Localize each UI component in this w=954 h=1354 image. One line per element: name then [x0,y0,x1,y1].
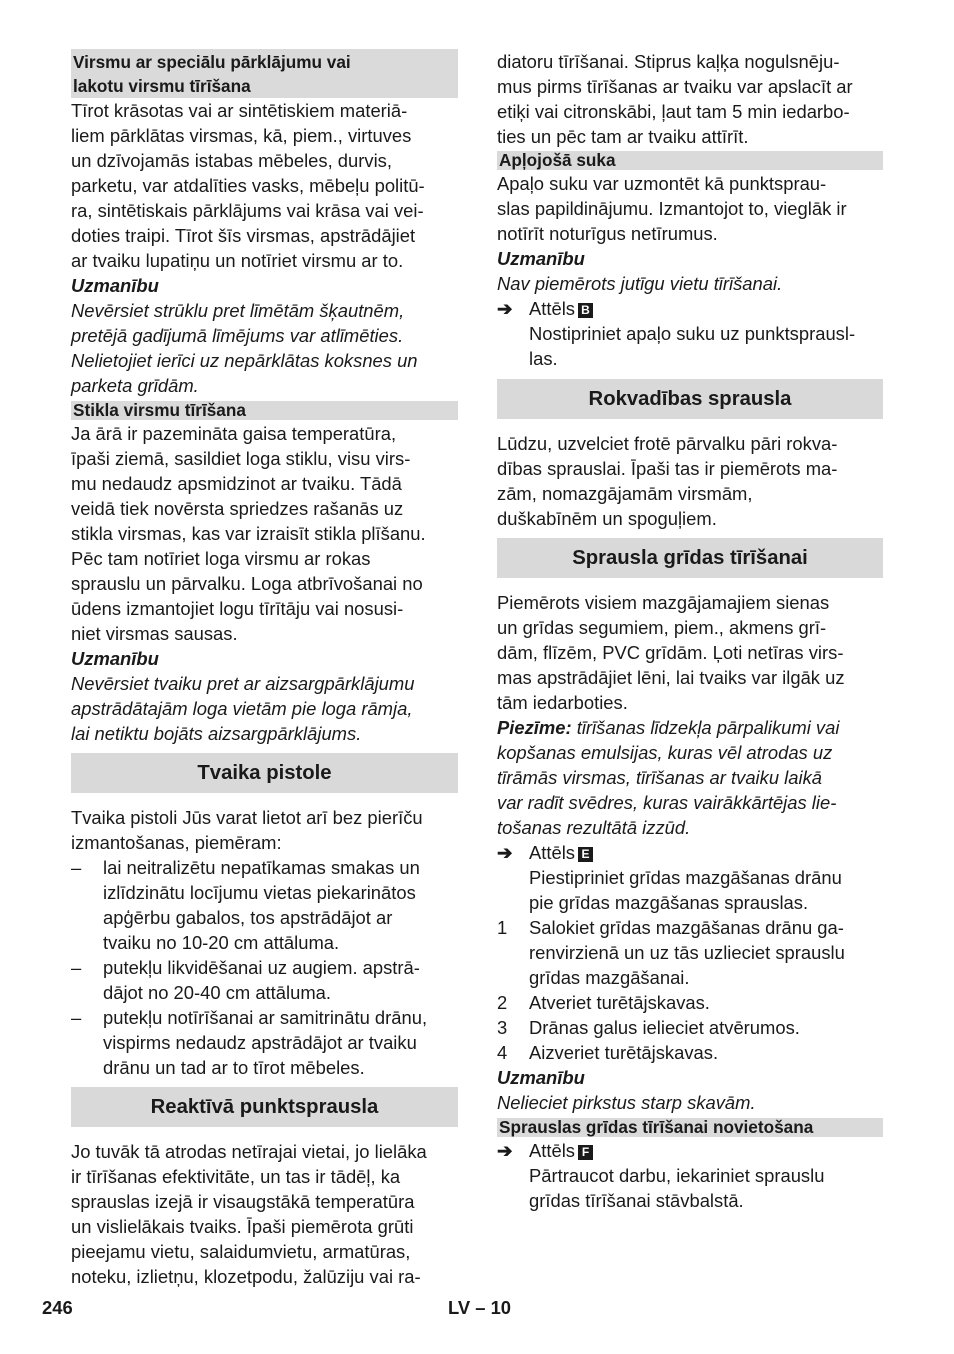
numbered-step: 1 Salokiet grīdas mazgāšanas drānu ga- renvirzienā un uz tās uzlieciet sprauslu grīdas mazgāšanai. [497,917,845,988]
instruction-text: Piestipriniet grīdas mazgāšanas drānu pie grīdas mazgāšanas sprauslas. [529,867,842,913]
step-number: 2 [497,992,508,1013]
glass-body: Ja ārā ir pazemināta gaisa temperatūra, īpaši ziemā, sasildiet loga stiklu, visu virs- mu nedaudz apsmidzinot ar tvaiku. Tādā veidā tiek novērsta spriedzes rašanās uz stikla virsmas, kas var izraisīt stikla plīšanu. Pēc tam notīriet loga virsmu ar rokas sprauslu un pārvalku. Loga atbrīvošanai no ūdens izmantojiet logu tīrītāju vai nosusi- niet virsmas sausas. [71,423,426,644]
figure-reference: ➔ Attēls F [497,1138,883,1163]
instruction-text: Nostipriniet apaļo suku uz punktsprausl- las. [529,323,856,369]
dash-marker: – [71,957,82,978]
list-item: – putekļu likvidēšanai uz augiem. apstrā- dājot no 20-40 cm attāluma. [71,957,420,1003]
numbered-step: 4 Aizveriet turētājskavas. [497,1042,719,1063]
caution-label: Uzmanību [497,1067,585,1088]
step-number: 3 [497,1017,508,1038]
dash-marker: – [71,1007,82,1028]
caution-text: Nelieciet pirkstus starp skavām. [497,1092,756,1113]
round-brush-body: Apaļo suku var uzmontēt kā punktsprau- slas papildinājumu. Izmantojot to, vieglāk ir notīrīt noturīgus netīrumus. [497,173,847,244]
section-title-special-surfaces: Virsmu ar speciālu pārklājumu vai lakotu virsmu tīrīšana [71,49,458,98]
caution-label: Uzmanību [71,648,159,669]
list-item: – lai neitralizētu nepatīkamas smakas un izlīdzinātu locījumu vietas piekarinātos apģērbu gabalos, tos apstrādājot ar tvaiku no 10-20 cm attāluma. [71,857,420,953]
arrow-right-icon: ➔ [497,1140,513,1161]
step-number: 1 [497,917,508,938]
arrow-right-icon: ➔ [497,842,513,863]
arrow-right-icon: ➔ [497,298,513,319]
instruction-text: Pārtraucot darbu, iekariniet sprauslu grīdas tīrīšanai stāvbalstā. [529,1165,825,1211]
figure-letter-badge: B [578,303,593,318]
step-number: 4 [497,1042,508,1063]
footer-language-page: LV – 10 [448,1297,512,1318]
figure-letter-badge: F [578,1145,593,1160]
heading-floor-nozzle: Sprausla grīdas tīrīšanai [497,538,883,578]
caution-text: Nevērsiet tvaiku pret ar aizsargpārklājumu apstrādātajām loga vietām pie loga rāmja, lai netiktu bojāts aizsargpārklājums. [71,673,415,744]
section-title-nozzle-parking: Sprauslas grīdas tīrīšanai novietošana [497,1118,883,1137]
caution-label: Uzmanību [71,275,159,296]
numbered-step: 3 Drānas galus ielieciet atvērumos. [497,1017,800,1038]
list-item: – putekļu notīrīšanai ar samitrinātu drānu, vispirms nedaudz apstrādājot ar tvaiku drānu un tad ar to tīrot mēbeles. [71,1007,428,1078]
note-block: Piezīme: tīrīšanas līdzekļa pārpalikumi vai kopšanas emulsijas, kuras vēl atrodas uz tīrāmās virsmas, tīrīšanas ar tvaiku laikā var radīt svēdres, kuras vairākkārtējas lie- tošanas rezultātā izzūd. [497,717,840,838]
heading-hand-nozzle: Rokvadības sprausla [497,379,883,419]
figure-letter-badge: E [578,847,593,862]
caution-text: Nav piemērots jutīgu vietu tīrīšanai. [497,273,783,294]
reactive-nozzle-continued: diatoru tīrīšanai. Stiprus kaļķa nogulsnēju- mus pirms tīrīšanas ar tvaiku var apslacīt ar etiķi vai citronskābi, ļaut tam 5 min iedarbo- ties un pēc tam ar tvaiku attīrīt. [497,51,853,147]
page-number: 246 [42,1297,73,1318]
dash-marker: – [71,857,82,878]
note-label: Piezīme: [497,717,572,738]
heading-reactive-nozzle: Reaktīvā punktsprausla [71,1087,458,1127]
left-column [71,49,458,1289]
special-surfaces-body: Tīrot krāsotas vai ar sintētiskiem materiā- liem pārklātas virsmas, kā, piem., virtuves un dzīvojamās istabas mēbeles, durvis, parketu, var atdalīties vasks, mēbeļu politū- ra, sintētiskais pārklājums vai krāsa vai vei- doties traipi. Tīrot šīs virsmas, apstrādājiet ar tvaiku lupatiņu un notīriet virsmu ar to. [71,100,425,271]
caution-label: Uzmanību [497,248,585,269]
section-title-round-brush: Apļojošā suka [497,151,883,170]
caution-text: Nevērsiet strūklu pret līmētām šķautnēm, pretējā gadījumā līmējums var atlīmēties. Nelietojiet ierīci uz nepārklātas koksnes un parketa grīdām. [71,300,418,396]
floor-nozzle-body: Piemērots visiem mazgājamajiem sienas un grīdas segumiem, piem., akmens grī- dām, flīzēm, PVC grīdām. Ļoti netīras virs- mas apstrādājiet lēni, lai tvaiks var ilgāk uz tām iedarboties. [497,592,845,713]
steam-pistol-intro: Tvaika pistoli Jūs varat lietot arī bez pierīču izmantošanas, piemēram: [71,807,423,853]
section-title-glass: Stikla virsmu tīrīšana [71,401,458,420]
hand-nozzle-body: Lūdzu, uzvelciet frotē pārvalku pāri rokva- dības sprauslai. Īpaši tas ir piemērots ma- zām, nomazgājamām virsmām, duškabīnēm un spoguļiem. [497,433,838,529]
right-column [497,49,883,1213]
reactive-nozzle-body: Jo tuvāk tā atrodas netīrajai vietai, jo lielāka ir tīrīšanas efektivitāte, un tas ir tādēļ, ka sprauslas izejā ir visaugstākā temperatūra un vislielākais tvaiks. Īpaši piemērota grūti pieejamu vietu, salaidumvietu, armatūras, noteku, izlietņu, klozetpodu, žalūziju vai ra- [71,1141,427,1287]
figure-reference: ➔ Attēls E [497,840,883,865]
heading-steam-pistol: Tvaika pistole [71,753,458,793]
figure-reference: ➔ Attēls B [497,296,883,321]
numbered-step: 2 Atveriet turētājskavas. [497,992,710,1013]
